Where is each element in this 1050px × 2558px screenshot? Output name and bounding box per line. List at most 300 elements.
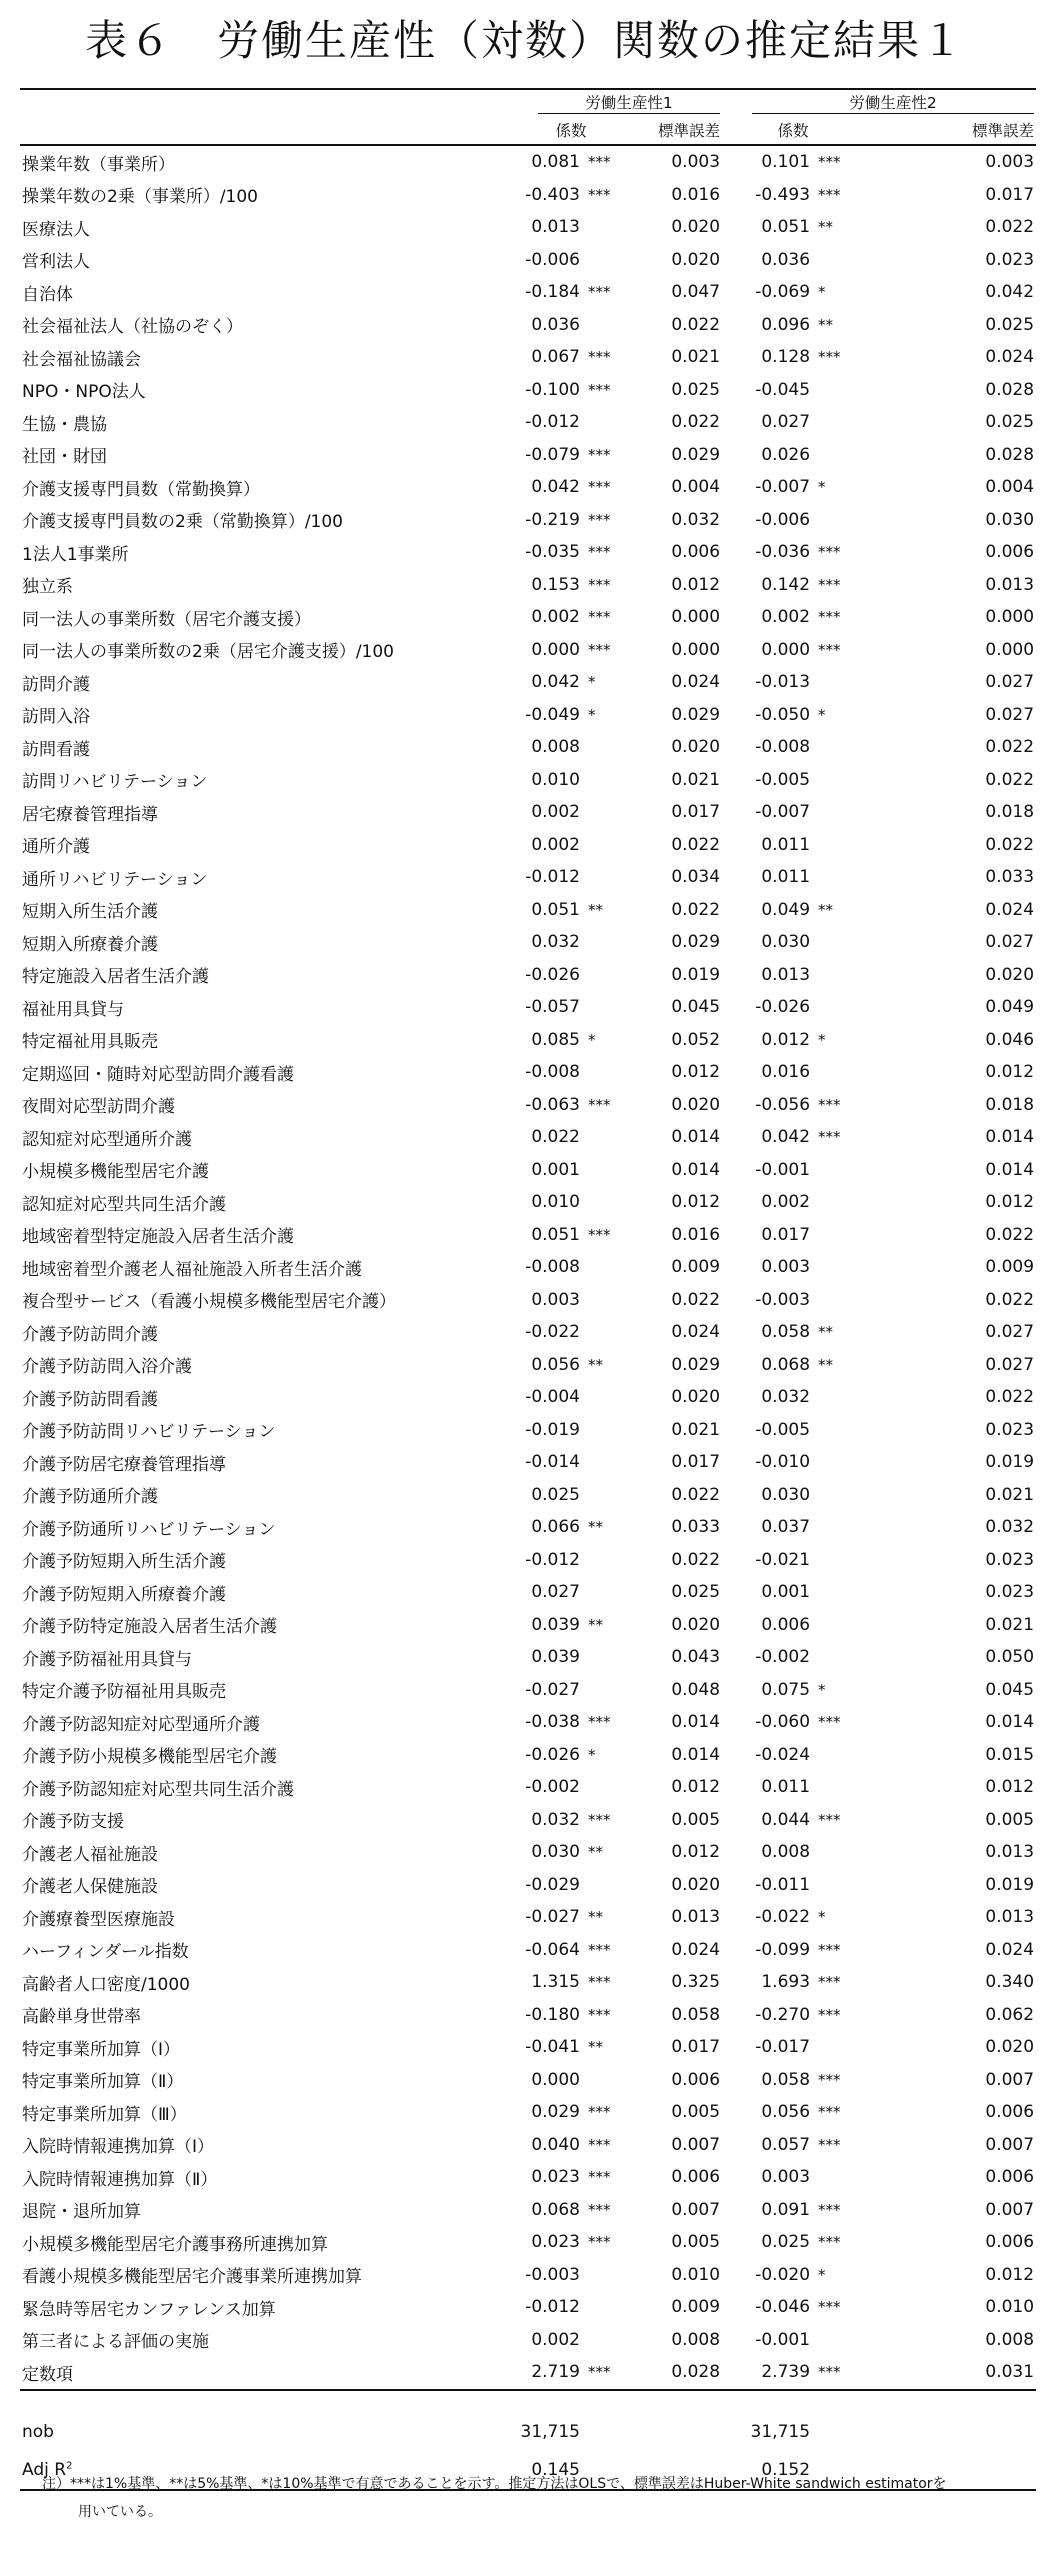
row-label: 介護予防認知症対応型通所介護 <box>22 1714 260 1735</box>
coef-2: -0.003 <box>755 1289 811 1310</box>
coef-2: 0.075 <box>761 1679 811 1700</box>
coef-2: -0.056 <box>755 1094 811 1115</box>
sig-2: ** <box>818 1355 834 1374</box>
nob-label: nob <box>22 2421 54 2442</box>
sig-1: *** <box>588 1810 611 1829</box>
se-2: 0.010 <box>985 2297 1035 2318</box>
sig-2 <box>814 2031 864 2064</box>
se-1: 0.014 <box>671 1712 721 1733</box>
sig-1: * <box>588 673 596 692</box>
se-1: 0.000 <box>671 639 721 660</box>
table-row <box>20 569 1036 602</box>
coef-2: 0.008 <box>761 1842 811 1863</box>
row-label: 複合型サービス（看護小規模多機能型居宅介護） <box>22 1292 396 1313</box>
sig-1: * <box>588 1030 596 1049</box>
se-2: 0.028 <box>985 379 1035 400</box>
row-label: 小規模多機能型居宅介護 <box>22 1162 209 1183</box>
coef-1: 0.002 <box>531 834 580 855</box>
se-2: 0.023 <box>985 1582 1035 1603</box>
row-label: 介護療養型医療施設 <box>22 1909 175 1930</box>
coef-2: 0.058 <box>761 1322 811 1343</box>
coef-2: 0.101 <box>761 152 811 173</box>
row-label: 退院・退所加算 <box>22 2202 141 2223</box>
table-row <box>20 244 1036 277</box>
se-1: 0.028 <box>671 2362 721 2383</box>
se-2: 0.027 <box>985 1354 1035 1375</box>
results-table-wrapper <box>20 88 1036 2491</box>
row-label: 介護予防小規模多機能型居宅介護 <box>22 1747 277 1768</box>
se-1: 0.005 <box>671 1809 721 1830</box>
coef-2: 2.739 <box>761 2362 811 2383</box>
coef-2: -0.005 <box>755 769 811 790</box>
row-label: 操業年数の2乗（事業所）/100 <box>22 187 258 208</box>
coef-2: 0.003 <box>761 1257 811 1278</box>
table-row <box>20 536 1036 569</box>
se-1: 0.020 <box>671 1387 721 1408</box>
row-label: 医療法人 <box>22 219 90 240</box>
se-2: 0.045 <box>985 1679 1035 1700</box>
se-1: 0.012 <box>671 1842 721 1863</box>
sig-1: *** <box>588 2168 611 2187</box>
coef-2: 1.693 <box>761 1972 811 1993</box>
coef-2: 0.027 <box>761 412 811 433</box>
coef-1: -0.026 <box>525 1744 580 1765</box>
sig-2 <box>814 504 864 537</box>
sig-1: ** <box>588 1843 603 1862</box>
se-2: 0.022 <box>985 1224 1035 1245</box>
coef-1: 0.001 <box>531 1159 580 1180</box>
coef-2: -0.007 <box>755 477 811 498</box>
sig-1 <box>584 1316 634 1349</box>
se-1: 0.325 <box>671 1972 721 1993</box>
row-label: 介護支援専門員数の2乗（常勤換算）/100 <box>22 512 343 533</box>
coef-1: 0.023 <box>531 2232 580 2253</box>
table-title: 表６ 労働生産性（対数）関数の推定結果１ <box>84 16 965 65</box>
coef-1: -0.100 <box>525 379 580 400</box>
table-note <box>42 2470 1032 2526</box>
coef-1: -0.403 <box>525 184 580 205</box>
se-1: 0.024 <box>671 1322 721 1343</box>
coef-2: -0.006 <box>755 509 811 530</box>
coef-2: 0.049 <box>761 899 811 920</box>
se-header-1: 標準誤差 <box>634 115 722 145</box>
coef-2: -0.021 <box>755 1549 811 1570</box>
sig-1 <box>584 1576 634 1609</box>
se-1: 0.025 <box>671 1582 721 1603</box>
sig-2 <box>814 1869 864 1902</box>
sig-2 <box>814 406 864 439</box>
row-label: 自治体 <box>22 284 73 305</box>
table-row <box>20 1706 1036 1739</box>
coef-1: 0.002 <box>531 607 580 628</box>
sig-2: *** <box>818 543 841 562</box>
sig-2: *** <box>818 2070 841 2089</box>
sig-1 <box>584 1674 634 1707</box>
results-table <box>20 88 1036 2491</box>
se-2: 0.024 <box>985 1939 1035 1960</box>
se-2: 0.008 <box>985 2329 1035 2350</box>
sig-1 <box>584 211 634 244</box>
se-2: 0.017 <box>985 184 1035 205</box>
se-2: 0.006 <box>985 2102 1035 2123</box>
se-2: 0.014 <box>985 1127 1035 1148</box>
table-row <box>20 1641 1036 1674</box>
nob-value-1: 31,715 <box>520 2421 580 2442</box>
sig-1: *** <box>588 153 611 172</box>
se-2: 0.000 <box>985 639 1035 660</box>
row-label: 夜間対応型訪問介護 <box>22 1097 175 1118</box>
se-1: 0.007 <box>671 2199 721 2220</box>
table-row <box>20 1836 1036 1869</box>
model1-label: 労働生産性1 <box>538 91 720 114</box>
table-row <box>20 1576 1036 1609</box>
se-1: 0.021 <box>671 769 721 790</box>
table-row <box>20 2356 1036 2390</box>
row-label: 介護予防短期入所生活介護 <box>22 1552 226 1573</box>
coef-1: -0.180 <box>525 2004 580 2025</box>
se-1: 0.005 <box>671 2232 721 2253</box>
table-row <box>20 1089 1036 1122</box>
sig-2 <box>814 861 864 894</box>
adj-r2-value-2: 0.152 <box>722 2451 814 2490</box>
coef-2: 0.032 <box>761 1387 811 1408</box>
table-row <box>20 1414 1036 1447</box>
se-2: 0.022 <box>985 217 1035 238</box>
se-1: 0.022 <box>671 834 721 855</box>
sig-2: * <box>818 705 826 724</box>
sig-1 <box>584 1186 634 1219</box>
row-label: 介護予防訪問リハビリテーション <box>22 1422 276 1443</box>
table-row <box>20 1446 1036 1479</box>
se-1: 0.058 <box>671 2004 721 2025</box>
row-label: 看護小規模多機能型居宅介護事業所連携加算 <box>22 2267 362 2288</box>
sig-2: * <box>818 1908 826 1927</box>
sig-1 <box>584 1414 634 1447</box>
coef-1: 0.068 <box>531 2199 580 2220</box>
sig-2 <box>814 764 864 797</box>
table-row <box>20 1934 1036 1967</box>
coef-1: -0.004 <box>525 1387 580 1408</box>
coef-2: -0.007 <box>755 802 811 823</box>
sig-1 <box>584 829 634 862</box>
coef-2: 0.025 <box>761 2232 811 2253</box>
coef-1: -0.003 <box>525 2264 580 2285</box>
stats-row-nob <box>20 2413 1036 2451</box>
table-row <box>20 179 1036 212</box>
coef-2: 0.012 <box>761 1029 811 1050</box>
sig-1 <box>584 1869 634 1902</box>
sig-1 <box>584 406 634 439</box>
sig-2 <box>814 731 864 764</box>
se-1: 0.012 <box>671 1062 721 1083</box>
se-1: 0.043 <box>671 1647 721 1668</box>
coef-2: 0.096 <box>761 314 811 335</box>
table-body <box>20 145 1036 2490</box>
row-label: 同一法人の事業所数の2乗（居宅介護支援）/100 <box>22 642 394 663</box>
se-1: 0.048 <box>671 1679 721 1700</box>
sig-1 <box>584 764 634 797</box>
coef-1: -0.008 <box>525 1257 580 1278</box>
sig-2 <box>814 1056 864 1089</box>
se-2: 0.030 <box>985 509 1035 530</box>
se-header-2: 標準誤差 <box>864 115 1036 145</box>
table-row <box>20 2161 1036 2194</box>
sig-1 <box>584 1121 634 1154</box>
coef-2: -0.036 <box>755 542 811 563</box>
table-row <box>20 2064 1036 2097</box>
sig-1: ** <box>588 2038 603 2057</box>
row-label: 社会福祉法人（社協のぞく） <box>22 317 243 338</box>
row-label: 地域密着型介護老人福祉施設入所者生活介護 <box>22 1259 362 1280</box>
coef-1: -0.064 <box>525 1939 580 1960</box>
table-row <box>20 1251 1036 1284</box>
sig-1 <box>584 2291 634 2324</box>
sig-2 <box>814 2324 864 2357</box>
coef-2: -0.017 <box>755 2037 811 2058</box>
se-2: 0.023 <box>985 1419 1035 1440</box>
sig-1: *** <box>588 1973 611 1992</box>
coef-2: 0.002 <box>761 607 811 628</box>
coef-2: 0.057 <box>761 2134 811 2155</box>
coef-1: -0.002 <box>525 1777 580 1798</box>
coef-1: 0.000 <box>531 2069 580 2090</box>
sig-1: ** <box>588 1908 603 1927</box>
se-2: 0.018 <box>985 1094 1035 1115</box>
coef-1: -0.008 <box>525 1062 580 1083</box>
se-1: 0.052 <box>671 1029 721 1050</box>
coef-1: -0.027 <box>525 1679 580 1700</box>
sig-2: *** <box>818 640 841 659</box>
row-label: 地域密着型特定施設入居者生活介護 <box>22 1227 294 1248</box>
row-label: 訪問入浴 <box>22 707 90 728</box>
coef-2: 0.056 <box>761 2102 811 2123</box>
se-2: 0.012 <box>985 1062 1035 1083</box>
coef-1: -0.079 <box>525 444 580 465</box>
sig-2: ** <box>818 1323 834 1342</box>
model1-header <box>508 89 722 115</box>
sig-2 <box>814 1381 864 1414</box>
coef-1: -0.019 <box>525 1419 580 1440</box>
coef-2: 0.001 <box>761 1582 811 1603</box>
adj-r2-label: Adj $R^2$ <box>20 2451 508 2490</box>
se-2: 0.013 <box>985 1842 1035 1863</box>
se-1: 0.022 <box>671 1289 721 1310</box>
se-1: 0.004 <box>671 477 721 498</box>
row-label: 認知症対応型通所介護 <box>22 1129 192 1150</box>
sig-1 <box>584 861 634 894</box>
sig-2: *** <box>818 153 841 172</box>
sig-1 <box>584 926 634 959</box>
row-label: 介護予防短期入所療養介護 <box>22 1584 226 1605</box>
sig-1: *** <box>588 2200 611 2219</box>
se-1: 0.013 <box>671 1907 721 1928</box>
se-2: 0.022 <box>985 737 1035 758</box>
coef-1: 0.002 <box>531 2329 580 2350</box>
row-label: 特定事業所加算（Ⅰ） <box>22 2039 181 2060</box>
coef-2: 0.003 <box>761 2167 811 2188</box>
se-1: 0.020 <box>671 1874 721 1895</box>
row-label: 介護予防福祉用具貸与 <box>22 1649 192 1670</box>
se-1: 0.016 <box>671 1224 721 1245</box>
sig-2 <box>814 829 864 862</box>
row-label: 訪問介護 <box>22 674 90 695</box>
row-label: 社団・財団 <box>22 447 107 468</box>
table-row <box>20 504 1036 537</box>
sig-2: *** <box>818 1940 841 1959</box>
row-label: 入院時情報連携加算（Ⅱ） <box>22 2169 218 2190</box>
se-2: 0.025 <box>985 412 1035 433</box>
table-row <box>20 471 1036 504</box>
coef-1: 0.010 <box>531 1192 580 1213</box>
table-row <box>20 601 1036 634</box>
sig-2: *** <box>818 2005 841 2024</box>
row-label: NPO・NPO法人 <box>22 382 146 403</box>
se-1: 0.022 <box>671 412 721 433</box>
row-label: 福祉用具貸与 <box>22 999 124 1020</box>
table-row <box>20 1349 1036 1382</box>
coef-2: -0.022 <box>755 1907 811 1928</box>
row-label: 第三者による評価の実施 <box>22 2332 209 2353</box>
coef-1: 0.051 <box>531 1224 580 1245</box>
row-label: 操業年数（事業所） <box>22 154 175 175</box>
sig-1: *** <box>588 1095 611 1114</box>
coef-1: 0.039 <box>531 1614 580 1635</box>
sig-1: *** <box>588 640 611 659</box>
table-row <box>20 211 1036 244</box>
row-label: 訪問看護 <box>22 739 90 760</box>
sig-1 <box>584 1251 634 1284</box>
sig-2 <box>814 2161 864 2194</box>
se-2: 0.046 <box>985 1029 1035 1050</box>
coef-1: -0.035 <box>525 542 580 563</box>
se-1: 0.032 <box>671 509 721 530</box>
row-label: 独立系 <box>22 577 73 598</box>
sig-2: * <box>818 1030 826 1049</box>
se-2: 0.049 <box>985 997 1035 1018</box>
sig-1 <box>584 1771 634 1804</box>
se-1: 0.008 <box>671 2329 721 2350</box>
se-2: 0.006 <box>985 2232 1035 2253</box>
table-row <box>20 1804 1036 1837</box>
coef-1: -0.014 <box>525 1452 580 1473</box>
sig-2: ** <box>818 315 834 334</box>
se-2: 0.042 <box>985 282 1035 303</box>
coef-1: 2.719 <box>531 2362 580 2383</box>
coef-1: 0.085 <box>531 1029 580 1050</box>
coef-1: 0.040 <box>531 2134 580 2155</box>
table-row <box>20 1154 1036 1187</box>
se-1: 0.006 <box>671 2069 721 2090</box>
sig-1 <box>584 244 634 277</box>
se-2: 0.028 <box>985 444 1035 465</box>
sig-2: *** <box>818 1810 841 1829</box>
se-1: 0.024 <box>671 672 721 693</box>
table-row <box>20 731 1036 764</box>
sig-1 <box>584 1479 634 1512</box>
coef-2: 0.011 <box>761 834 811 855</box>
row-label: 通所リハビリテーション <box>22 869 208 890</box>
coef-1: -0.006 <box>525 249 580 270</box>
se-2: 0.000 <box>985 607 1035 628</box>
sig-1 <box>584 731 634 764</box>
coef-2: 0.016 <box>761 1062 811 1083</box>
row-label: 生協・農協 <box>22 414 107 435</box>
se-1: 0.012 <box>671 1192 721 1213</box>
note-line-2: 用いている。 <box>78 2504 162 2520</box>
table-row <box>20 341 1036 374</box>
sig-1: *** <box>588 510 611 529</box>
coef-2: -0.010 <box>755 1452 811 1473</box>
coef-1: 0.030 <box>531 1842 580 1863</box>
table-row <box>20 309 1036 342</box>
table-row <box>20 2194 1036 2227</box>
row-label: 介護老人福祉施設 <box>22 1844 158 1865</box>
sig-1: *** <box>588 2363 611 2382</box>
row-label: 緊急時等居宅カンファレンス加算 <box>22 2299 276 2320</box>
table-row <box>20 2096 1036 2129</box>
row-label: 介護予防訪問入浴介護 <box>22 1357 192 1378</box>
se-1: 0.017 <box>671 802 721 823</box>
se-1: 0.021 <box>671 347 721 368</box>
row-label: 短期入所療養介護 <box>22 934 158 955</box>
row-label: 介護支援専門員数（常勤換算） <box>22 479 260 500</box>
se-1: 0.012 <box>671 574 721 595</box>
se-1: 0.000 <box>671 607 721 628</box>
table-row <box>20 959 1036 992</box>
se-1: 0.007 <box>671 2134 721 2155</box>
sig-2: ** <box>818 900 834 919</box>
coef-1: 0.153 <box>531 574 580 595</box>
se-2: 0.050 <box>985 1647 1035 1668</box>
sig-1: *** <box>588 2233 611 2252</box>
table-row <box>20 1121 1036 1154</box>
coef-1: 0.010 <box>531 769 580 790</box>
coef-1: 0.000 <box>531 639 580 660</box>
row-label: 介護予防訪問看護 <box>22 1389 158 1410</box>
table-header <box>20 89 1036 145</box>
coef-1: 1.315 <box>531 1972 580 1993</box>
se-2: 0.023 <box>985 1549 1035 1570</box>
sig-2 <box>814 1771 864 1804</box>
coef-2: -0.099 <box>755 1939 811 1960</box>
sig-1: *** <box>588 2135 611 2154</box>
model2-label: 労働生産性2 <box>752 91 1034 114</box>
coef-header-1: 係数 <box>508 115 634 145</box>
coef-2: -0.046 <box>755 2297 811 2318</box>
row-label: 特定事業所加算（Ⅲ） <box>22 2104 187 2125</box>
coef-1: -0.012 <box>525 2297 580 2318</box>
table-row <box>20 1901 1036 1934</box>
sig-1 <box>584 1446 634 1479</box>
sig-1: ** <box>588 1518 603 1537</box>
sig-2 <box>814 959 864 992</box>
sig-1: ** <box>588 1355 603 1374</box>
se-2: 0.027 <box>985 672 1035 693</box>
coef-2: -0.020 <box>755 2264 811 2285</box>
se-2: 0.006 <box>985 2167 1035 2188</box>
sig-1: *** <box>588 2005 611 2024</box>
table-row <box>20 2226 1036 2259</box>
sig-1 <box>584 2064 634 2097</box>
se-1: 0.020 <box>671 217 721 238</box>
row-label: ハーフィンダール指数 <box>22 1942 189 1963</box>
table-row <box>20 1219 1036 1252</box>
table-row <box>20 894 1036 927</box>
se-2: 0.013 <box>985 574 1035 595</box>
table-row <box>20 1674 1036 1707</box>
coef-1: 0.042 <box>531 477 580 498</box>
coef-1: -0.026 <box>525 964 580 985</box>
